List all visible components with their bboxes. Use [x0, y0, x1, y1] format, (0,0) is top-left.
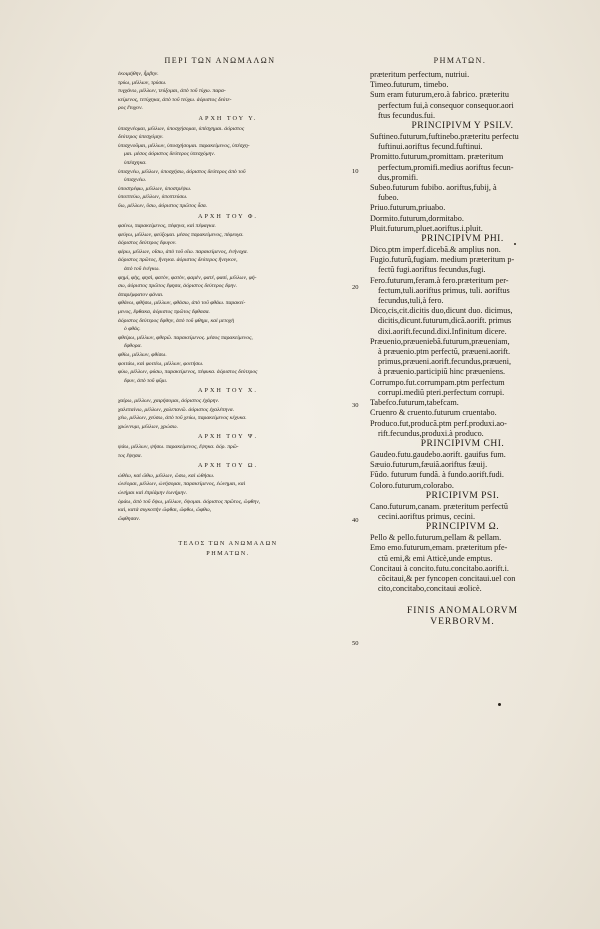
- text-line: χέω, μέλλων, χεύσω, ἀπὸ τοῦ χεύω, παρακείμενος κέχυκα.: [118, 415, 247, 422]
- line-number: 50: [352, 640, 359, 647]
- section-heading: ΑΡΧΗ ΤΟΥ Φ.: [198, 212, 258, 220]
- text-line: ὁράω, ἀπὸ τοῦ ὄψω, μέλλων, ὄψομαι. ἀόριστος πρῶτος, ὤφθην,: [118, 498, 261, 505]
- text-line: Cruenro & cruento.futurum cruentabo.: [370, 408, 497, 418]
- ink-dot: [514, 243, 516, 245]
- section-heading: ΑΡΧΗ ΤΟΥ Χ.: [198, 387, 258, 395]
- text-line: μαι. μέσος ἀόριστος δεύτερος ὑπεσχόμην.: [124, 151, 216, 158]
- text-line: ἀόριστος δεύτερος ἔφυγον.: [118, 240, 177, 247]
- text-line: Pello & pello.futurum,pellam & pellam.: [370, 533, 502, 543]
- text-line: ἀόριστος δεύτερος ἔφθην, ἀπὸ τοῦ φθημι, καὶ μετοχὴ: [118, 317, 235, 324]
- text-line: Fugio.futurũ,fugiam. medium præteritum p-: [370, 255, 515, 265]
- text-line: φθάνω, φθήσω, μέλλων, φθάσω, ἀπὸ τοῦ φθάω. παρακεί-: [118, 300, 246, 307]
- text-line: ὑπέσχηκα.: [124, 159, 147, 166]
- text-line: ὑπισχνέομαι, μέλλων, ὑποσχήσομαι, ὑπέσχημαι. ἀόριστος: [118, 125, 245, 132]
- text-line: Concitaui à concito.futu.concitabo.aorift.i.: [370, 563, 509, 573]
- text-line: δεύτερος ὑπεσχόμην.: [118, 134, 164, 141]
- text-line: φεύγω, μέλλων, φεύξομαι. μέσος παρακείμενος, πέφευγα.: [118, 231, 244, 238]
- text-line: Corrumpo.fut.corrumpam.ptm perfectum: [370, 377, 505, 387]
- text-line: φύω, μέλλων, φύσω, παρακείμενος, πέφυκα. ἀόριστος δεύτερος: [118, 369, 258, 376]
- text-line: ὠνέομαι, μέλλων, ὠνήσομαι, παρακείμενος, ἐώνημαι, καὶ: [118, 481, 246, 488]
- text-line: ftus fecundus.fui.: [378, 110, 436, 120]
- greek-column: [118, 70, 338, 559]
- text-line: cito,concitabo,concitaui æolicè.: [378, 584, 482, 594]
- text-line: χαίρω, μέλλων, χαιρήσομαι, ἀόριστος ἐχάρην.: [118, 397, 220, 404]
- line-number: 10: [352, 168, 359, 175]
- text-line: Tabefco.futurum,tabefcam.: [370, 398, 459, 408]
- text-line: Fero.futurum,feram.à fero.præteritum per-: [370, 275, 509, 285]
- text-line: ὑπισχνέω.: [124, 177, 147, 184]
- text-line: Gaudeo.futu.gaudebo.aorift. gauifus fum.: [370, 449, 506, 459]
- text-line: Sum eram futurum,ero.à fabrico. præteritu: [370, 90, 509, 100]
- section-heading: PRINCIPIVM CHI.: [420, 438, 505, 449]
- text-line: ἐκοιμήθην, ἦμβην.: [118, 71, 159, 77]
- text-line: ὑπισχνοῦμαι, μέλλων, ὑποσχήσομαι. παρακείμενος, ὑπέσχη-: [118, 142, 250, 149]
- text-line: à præuenio.participiũ hinc præueniens.: [378, 367, 506, 377]
- text-line: τρύω, μέλλων, τρύσω.: [118, 79, 167, 86]
- colophon-title: ΤΕΛΟΣ ΤΩΝ ΑΝΩΜΑΛΩΝ: [178, 540, 278, 548]
- text-line: à præuenio.ptm perfectũ, præueni.aorift.: [378, 347, 511, 357]
- text-line: ὤφθησαν.: [118, 515, 141, 522]
- text-line: κείμενος, τετύχηκα, ἀπὸ τοῦ τεύχω. ἀόριστος δεύτε-: [118, 96, 232, 103]
- section-heading: PRICIPIVM PSI.: [425, 490, 500, 501]
- text-line: ctũ emi,& emi Atticè,unde emptus.: [378, 553, 493, 563]
- text-line: ὑποστρέφω, μέλλων, ὑποστρέψω.: [118, 185, 192, 192]
- ink-dot: [498, 703, 501, 706]
- text-line: τος ἔψησα.: [118, 452, 143, 459]
- text-line: Emo emo.futurum,emam. præteritum pfe-: [370, 543, 508, 553]
- text-line: ἔφθορα.: [124, 343, 142, 350]
- text-line: ὑπισχνέω, μέλλων, ὑποσχήσω, ἀόριστος δεύτερος ἀπὸ τοῦ: [118, 168, 246, 175]
- section-heading: ΑΡΧΗ ΤΟΥ Ψ.: [197, 433, 258, 441]
- text-line: dicitis,dicunt.futurum,dicã.aorift. primus: [378, 316, 512, 326]
- text-line: Cano.futurum,canam. præteritum perfectũ: [370, 501, 509, 511]
- text-line: dus,promifi.: [378, 172, 419, 182]
- text-line: φοιτάω, καὶ φοιτέω, μέλλων, φοιτήσω.: [118, 360, 204, 367]
- running-head-right: ΡΗΜΑΤΩΝ.: [433, 56, 487, 65]
- section-heading: PRINCIPIVM Y PSILV.: [411, 121, 514, 132]
- text-line: σω, ἀόριστος πρῶτος ἔφησα, ἀόριστος δεύτερος ἔφην.: [118, 283, 238, 290]
- text-line: fuftinui.aoriftus fecund.fuftinui.: [378, 142, 483, 152]
- text-line: Dormito.futurum,dormitabo.: [370, 213, 464, 223]
- text-line: Suftineo.futurum,fuftinebo.præteritu perfectu: [370, 132, 519, 142]
- section-heading: ΑΡΧΗ ΤΟΥ Ω.: [197, 462, 259, 470]
- text-line: χρώννυμι, μέλλων, χρώσω.: [118, 423, 178, 430]
- text-line: ρος ἔτυχον.: [118, 105, 143, 112]
- text-line: dixi.aorift.fecund.dixi.Infinitum dicere.: [378, 326, 507, 336]
- text-line: Promitto.futurum,promittam. præteritum: [370, 152, 504, 162]
- text-line: fectũ fugi.aoriftus fecundus,fugi.: [378, 265, 486, 275]
- text-line: ὕω, μέλλων, ὕσω, ἀόριστος πρῶτος ὗσα.: [118, 202, 208, 209]
- running-head-left: ΠΕΡΙ ΤΩΝ ΑΝΩΜΑΛΩΝ: [164, 56, 276, 65]
- text-line: perfectum fui,à consequor consequor.aori: [378, 100, 514, 110]
- text-line: Priuo.futurum,priuabo.: [370, 203, 446, 213]
- text-line: Pluit.futurum,pluet.aoriftus.i.pluit.: [370, 223, 483, 233]
- text-line: μενος, ἔφθακα, ἀόριστος πρῶτος ἔφθασα.: [118, 309, 210, 316]
- text-line: ἀπαρέμφατον φάναι.: [118, 291, 164, 298]
- text-line: fubeo.: [378, 193, 399, 203]
- text-line: Timeo.futurum, timebo.: [370, 80, 449, 90]
- text-line: ἀόριστος πρῶτος, ἤνεγκα. ἀόριστος δεύτερος ἤνεγκον,: [118, 257, 238, 264]
- text-line: τυγχάνω, μέλλων, τεύξομαι, ἀπὸ τοῦ τύχω. παρα-: [118, 88, 226, 95]
- text-line: primus,præueni.aorift.fecundus,præueni,: [378, 357, 512, 367]
- text-line: ὠνήμαι καὶ ἐπρίάμην ἐωνήμην.: [118, 489, 187, 496]
- text-line: φαίνω, παρακείμενος, πέφηνα, καὶ πέφαγκα.: [118, 223, 216, 230]
- text-line: Dico.ptm imperf.dicebã.& amplius non.: [370, 245, 501, 255]
- text-line: Produco.fut,producã.ptm perf.produxi.ao-: [370, 418, 507, 428]
- section-heading: PRINCIPIVM PHI.: [421, 234, 504, 245]
- text-line: φθείρω, μέλλων, φθερῶ. παρακείμενος. μέσος παρακείμενος,: [118, 334, 253, 341]
- text-line: cõcitaui,& per fyncopen concitaui.uel con: [378, 573, 516, 583]
- text-line: rift.fecundus,produxi.à produco.: [378, 428, 484, 438]
- text-line: perfectum,promifi.medius aoriftus fecun-: [378, 162, 514, 172]
- text-line: ψάω, μέλλων, ψήσω. παρακείμενος, ἔψηκα. ἀόρ. πρῶ-: [118, 443, 239, 450]
- colophon-title: FINIS ANOMALORVM: [406, 606, 519, 617]
- text-line: χαλεπαίνω, μέλλων, χαλεπανῶ. ἀόριστος ἐχαλέπηνα.: [118, 406, 235, 413]
- text-line: ὁ φθάς.: [124, 326, 141, 333]
- text-line: ἔφυν, ἀπὸ τοῦ φῦμι.: [124, 377, 168, 384]
- text-line: Subeo.futurum fubibo. aoriftus,fubij, à: [370, 183, 497, 193]
- latin-column: [370, 70, 555, 628]
- text-line: Sæuio.futurum,fæuiã.aoriftus fæuij.: [370, 460, 488, 470]
- text-line: φθίω, μέλλων, φθίσω.: [118, 352, 167, 358]
- colophon-subtitle: VERBORVM.: [430, 617, 495, 628]
- text-line: καὶ, κατὰ συγκοπὴν ὤφθαι, ὤφθω, ὤφθω,: [118, 507, 212, 514]
- text-line: cecini.aoriftus primus, cecini.: [378, 511, 476, 521]
- text-line: ὑποπτεύω, μέλλων, ὑποπτεύσω.: [118, 194, 188, 201]
- text-line: φημί, φὴς, φησὶ, φατὸν, φατὸν, φαμὲν, φατέ, φασί, μέλλων, φή-: [118, 274, 257, 281]
- line-number: 40: [352, 517, 359, 524]
- text-line: præteritum perfectum, nutriui.: [370, 70, 470, 79]
- text-line: corrupi.mediũ pteri.perfectum corrupi.: [378, 387, 505, 397]
- colophon-subtitle: ΡΗΜΑΤΩΝ.: [206, 550, 250, 558]
- text-line: Præuenio,præueniebã.futurum,præueniam,: [370, 336, 510, 346]
- text-line: fecundus,tuli,à fero.: [378, 296, 444, 306]
- text-line: ἀπὸ τοῦ ἐνέγκω.: [124, 266, 160, 273]
- text-line: Dico,cis,cit.dicitis duo,dicunt duo. dicimus,: [370, 306, 513, 316]
- section-heading: ΑΡΧΗ ΤΟΥ Υ.: [198, 114, 258, 122]
- text-line: φέρω, μέλλων, οἴσω, ἀπὸ τοῦ οἴω. παρακείμενος, ἐνήνοχα.: [118, 248, 248, 255]
- section-heading: PRINCIPIVM Ω.: [425, 522, 500, 533]
- text-line: Fũdo. futurum fundã. à fundo.aorift.fudi.: [370, 470, 504, 480]
- text-line: Coloro.futurum,colorabo.: [370, 480, 454, 490]
- line-number: 20: [352, 284, 359, 291]
- text-line: fectum,tuli.aoriftus primus, tuli. aoriftus: [378, 285, 510, 295]
- line-number: 30: [352, 402, 359, 409]
- text-line: ὠθέω, καὶ ὤθω, μέλλων, ὤσω, καὶ ὠθήσω.: [118, 472, 215, 479]
